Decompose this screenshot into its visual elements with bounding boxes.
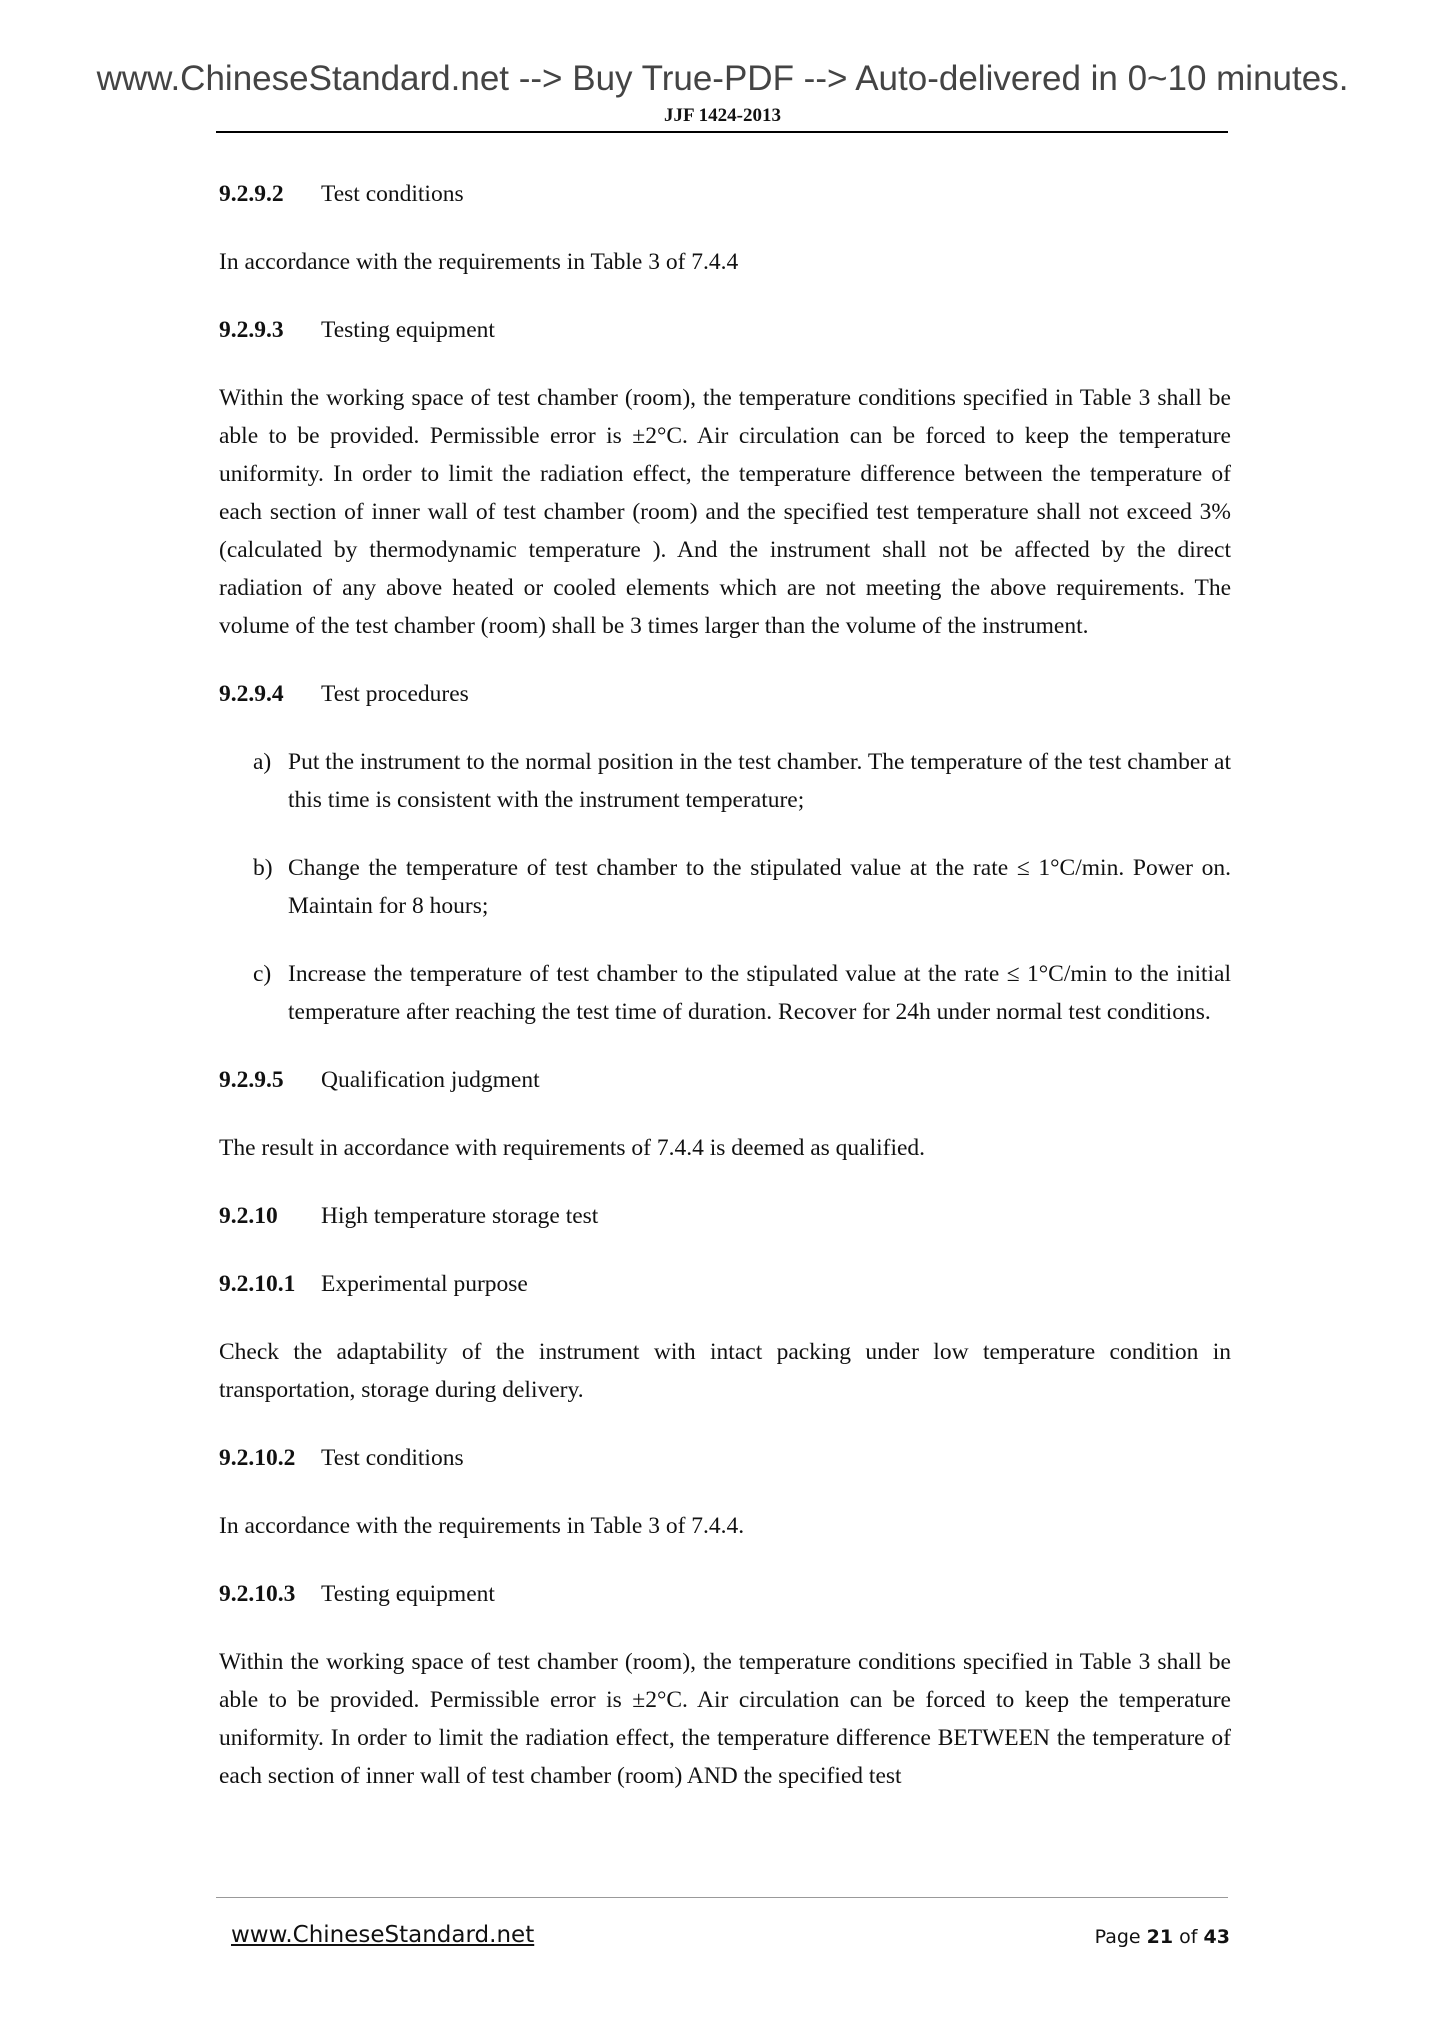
footer-site-link[interactable]: www.ChineseStandard.net — [231, 1922, 535, 1948]
section-number: 9.2.9.3 — [219, 317, 284, 343]
page-label: Page — [1094, 1926, 1141, 1948]
paragraph: The result in accordance with requirements of 7.4.4 is deemed as qualified. — [219, 1135, 926, 1161]
page-of: of — [1179, 1926, 1198, 1948]
section-heading — [219, 1439, 1231, 1477]
section-heading — [219, 1197, 1231, 1235]
section-title: Experimental purpose — [321, 1271, 528, 1297]
section-heading — [219, 675, 1231, 713]
paragraph: In accordance with the requirements in Table 3 of 7.4.4. — [219, 1513, 745, 1539]
page-indicator — [1095, 1926, 1230, 1948]
section-heading — [219, 175, 1231, 213]
download-banner[interactable]: www.ChineseStandard.net --> Buy True-PDF --> Auto-delivered in 0~10 minutes. — [96, 59, 1349, 98]
page-content — [219, 175, 1231, 1825]
procedure-item — [219, 955, 1231, 1031]
header-divider — [216, 131, 1228, 133]
procedure-item — [219, 849, 1231, 925]
section-heading — [219, 1061, 1231, 1099]
page-total: 43 — [1203, 1926, 1230, 1948]
footer-divider — [216, 1897, 1228, 1898]
section-title: Qualification judgment — [321, 1067, 540, 1093]
section-title: Test conditions — [321, 1445, 464, 1471]
section-title: Testing equipment — [321, 1581, 495, 1607]
section-title: Test procedures — [321, 681, 469, 707]
section-heading — [219, 1575, 1231, 1613]
list-marker: b) — [253, 855, 273, 881]
list-marker: a) — [253, 749, 272, 775]
list-text: Put the instrument to the normal position in the test chamber. The temperature of the test chamber at this time is consistent with the instrument temperature; — [288, 749, 1231, 813]
section-number: 9.2.9.4 — [219, 681, 284, 707]
list-marker: c) — [253, 961, 272, 987]
section-title: High temperature storage test — [321, 1203, 599, 1229]
section-number: 9.2.10.1 — [219, 1271, 296, 1297]
paragraph: In accordance with the requirements in Table 3 of 7.4.4 — [219, 249, 739, 275]
paragraph: Check the adaptability of the instrument with intact packing under low temperature condition in transportation, storage during delivery. — [219, 1339, 1231, 1403]
page-current: 21 — [1146, 1926, 1174, 1948]
section-number: 9.2.10.2 — [219, 1445, 296, 1471]
paragraph: Within the working space of test chamber (room), the temperature conditions specified in Table 3 shall be able to be provided. Permissible error is ±2°C. Air circulation can be forced to keep the temperature uniformity. In order to limit the radiation effect, the temperature difference between the temperature of each section of inner wall of test chamber (room) and the specified test temperature shall not exceed 3% (calculated by thermodynamic temperature ). And the instrument shall not be affected by the direct radiation of any above heated or cooled elements which are not meeting the above requirements. The volume of the test chamber (room) shall be 3 times larger than the volume of the instrument. — [219, 385, 1231, 639]
section-number: 9.2.10.3 — [219, 1581, 296, 1607]
document-id: JJF 1424-2013 — [664, 105, 781, 126]
section-title: Test conditions — [321, 181, 464, 207]
procedure-item — [219, 743, 1231, 819]
paragraph: Within the working space of test chamber (room), the temperature conditions specified in Table 3 shall be able to be provided. Permissible error is ±2°C. Air circulation can be forced to keep the temperature uniformity. In order to limit the radiation effect, the temperature difference BETWEEN the temperature of each section of inner wall of test chamber (room) AND the specified test — [219, 1649, 1231, 1789]
section-title: Testing equipment — [321, 317, 495, 343]
list-text: Increase the temperature of test chamber to the stipulated value at the rate ≤ 1°C/min to the initial temperature after reaching the test time of duration. Recover for 24h under normal test conditions. — [288, 961, 1231, 1025]
section-number: 9.2.10 — [219, 1203, 278, 1229]
section-heading — [219, 311, 1231, 349]
section-number: 9.2.9.2 — [219, 181, 284, 207]
section-number: 9.2.9.5 — [219, 1067, 284, 1093]
list-text: Change the temperature of test chamber to the stipulated value at the rate ≤ 1°C/min. Power on. Maintain for 8 hours; — [288, 855, 1231, 919]
section-heading — [219, 1265, 1231, 1303]
